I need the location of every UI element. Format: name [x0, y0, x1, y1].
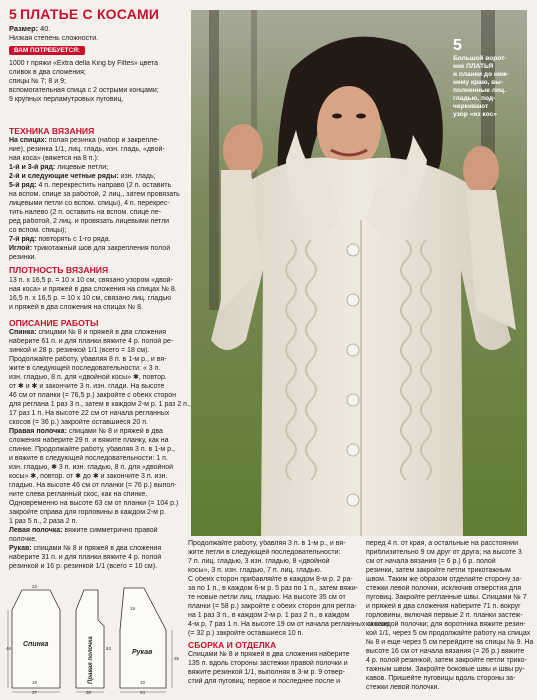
caption-line: узор «из кос» — [453, 111, 497, 118]
right_col-line: горловины, включая первые 2 п. планки застеж- — [366, 612, 523, 619]
right_col-line: 4 р. полой резинкой, затем закройте петли трико- — [366, 657, 527, 664]
work-line: спинке. Продолжайте работу, убавляя 3 п. в 1-м р., — [9, 446, 175, 453]
right_col-line: перед 4 п. от края, а остальные на расстоянии — [366, 540, 518, 547]
right_col-line: приблизительно 9 см друг от друга; на высоте 3 — [366, 549, 522, 556]
dim-label: 46 — [6, 646, 12, 651]
mid_col-line: планки (= 58 р.) закройте с обеих сторон для регла- — [188, 603, 357, 610]
work-line: от ✱ и ✱ и закончите 3 п. изн. глади. На высоте — [9, 383, 165, 390]
technique-line: 2-й и следующие четные ряды: изн. гладь; — [9, 173, 156, 180]
sub-label: 1-й и 3-й ряд: — [9, 164, 56, 171]
sub-label: Иглой: — [9, 245, 33, 252]
caption-line: гладью, под- — [453, 95, 496, 102]
caption-line: полненные лиц. — [453, 87, 506, 94]
page-title — [9, 6, 159, 22]
dim-label: 35 — [174, 656, 180, 661]
work-line: изн. гладью, 8 п. для «двойной косы» ✱, повтор. — [9, 374, 167, 381]
technique-line: На спицах: полая резинка (набор и закрепле- — [9, 137, 160, 144]
right_col-line: швом. Таким же образом отделайте сторону за- — [366, 576, 522, 583]
gauge-line: и пряжей в два сложения на спицах № 8. — [9, 304, 144, 311]
assembly-line: 135 п. вдоль стороны застежки правой полочки и — [188, 660, 348, 667]
mid_col-line: косы», 3 п. изн. гладью, 7 п. лиц. гладью. — [188, 567, 322, 574]
work-line: наберите 61 п. и для планки вяжите 4 р. полой ре- — [9, 338, 174, 345]
work-line: сложения наберите 29 п. и вяжите планку, как на — [9, 437, 169, 444]
gauge-line: ная коса» и пряжей в два сложения на спицах № 8. — [9, 286, 177, 293]
material-line: спицы № 7; 8 и 9; — [9, 78, 66, 85]
work-line: гладью. На высоте 46 см от планки (= 76 р.) выпол- — [9, 482, 177, 489]
material-line: 1000 г пряжи «Extra della King by Filtes» цвета — [9, 60, 159, 67]
caption-line: черкивают — [453, 103, 489, 110]
back-piece — [12, 590, 60, 688]
schematic-drawing — [6, 580, 186, 695]
model-photo — [191, 10, 527, 536]
photo-caption — [453, 38, 527, 119]
technique-line: лицевыми петли со вспом. спицы), 4 п. перекрес- — [9, 200, 170, 207]
work-line: 1 раз 5 п., 2 раза 2 п. — [9, 518, 78, 525]
right_col-line: резинки, затем закройте петли трикотажным — [366, 567, 511, 574]
materials-badge: ВАМ ПОТРЕБУЕТСЯ: — [9, 46, 85, 55]
gauge-heading: ПЛОТНОСТЬ ВЯЗАНИЯ — [9, 265, 109, 275]
technique-line: Иглой: трикотажный шов для закрепления полой — [9, 245, 171, 252]
work-line: жите в следующей последовательности: « 3 п. — [9, 365, 161, 372]
difficulty: Низкая степень сложности. — [9, 35, 99, 42]
right_col-line: и пряжей в два сложения наберите 71 п. вокруг — [366, 603, 521, 610]
dim-label: 38 — [86, 690, 92, 695]
dim-label: 18 — [32, 680, 38, 685]
mid_col-line: 7 п. лиц. гладью, 3 изн. гладью, 8 «двойной — [188, 558, 330, 565]
work-line: наберите 31 п. и для планки вяжите 4 р. полой — [9, 554, 162, 561]
work-heading: ОПИСАНИЕ РАБОТЫ — [9, 318, 99, 328]
work-line: 46 см от планки (= 76,5 р.) закройте с обеих сторон — [9, 392, 176, 399]
work-line: скосов (= 36 р.) закройте оставшиеся 20 п. — [9, 419, 148, 426]
size-line: Размер: 40. — [9, 25, 51, 33]
technique-line: 1-й и 3-й ряд: лицевые петли; — [9, 164, 109, 171]
assembly-line: Спицами № 8 и пряжей в два сложения наберите — [188, 651, 350, 658]
mid_col-line: жите петли в следующей последовательности: — [188, 549, 341, 556]
material-line: вспомогательная спица с 2 острыми концами; — [9, 87, 159, 94]
front-label: Правая полочка — [88, 636, 94, 684]
assembly-line: стий для пуговиц: первое и последнее после и — [188, 678, 340, 685]
pattern-title: ПЛАТЬЕ С КОСАМИ — [20, 6, 160, 22]
dim-label: 22 — [32, 584, 38, 589]
right_col-line: кавов. Пришейте пуговицы вдоль стороны за- — [366, 675, 516, 682]
mid_col-line: за по 1 п., в каждом 6-м р. 5 раз по 1 п., затем вяжи- — [188, 585, 358, 592]
pattern-number: 5 — [9, 6, 17, 22]
sub-label: Правая полочка: — [9, 428, 67, 435]
work-line: полочке. — [9, 536, 38, 543]
work-line: косы» ✱, повтор. от ✱ до ✱ и закончите 3 п. изн. — [9, 473, 168, 480]
assembly-heading: СБОРКА И ОТДЕЛКА — [188, 640, 277, 650]
dim-label: 19 — [130, 606, 136, 611]
sub-label: На спицах: — [9, 137, 47, 144]
right_col-line: пуговиц. Закройте регланные швы. Спицами № 7 — [366, 594, 527, 601]
work-line: Левая полочка: вяжите симметрично правой — [9, 527, 158, 534]
dim-label: 24 — [140, 690, 146, 695]
caption-line: и планки до ниж- — [453, 71, 509, 78]
sub-label: 5-й ряд: — [9, 182, 37, 189]
work-line: зинкой и 28 р. резинкой 1/1 (всего = 18 см). — [9, 347, 150, 354]
technique-line: резинки. — [9, 254, 37, 261]
technique-line: 7-й ряд: повторять с 1-го ряда. — [9, 236, 111, 243]
sub-label: Левая полочка: — [9, 527, 63, 534]
mid_col-line: С обеих сторон прибавляйте в каждом 8-м р. 2 ра- — [188, 576, 353, 583]
dim-label: 37 — [32, 690, 38, 695]
right_col-line: кой 1/1, через 5 см продолжайте работу на спицах — [366, 630, 531, 637]
right_col-line: стежки левой полочки, исключив отверстия для — [366, 585, 521, 592]
sub-label: 7-й ряд: — [9, 236, 37, 243]
material-line: сливок в два сложения; — [9, 69, 86, 76]
technique-line: 5-й ряд: 4 п. перекрестить направо (2 п. оставить — [9, 182, 172, 189]
work-line: для реглана 1 раз 3 п., затем в каждом 2-м р. 1 раз 2 п., — [9, 401, 191, 408]
right_col-line: ки каждой полочки; для воротника вяжите резин- — [366, 621, 526, 628]
gauge-line: 13 п. х 16,5 р. = 10 х 10 см, связано узором «двой- — [9, 277, 173, 284]
mid_col-line: 4-м р. 7 раз 1 п. На высоте 19 см от начала регланных скосов — [188, 621, 389, 628]
dim-label: 63 — [106, 646, 112, 651]
work-line: ните слева регланный скос, как на спинке. — [9, 491, 148, 498]
work-line: изн. гладью, ✱ 3 п. изн. гладью, 8 п. для «двойной — [9, 464, 174, 471]
right_col-line: № 8 и еще через 5 см перейдите на спицы № 9. На — [366, 639, 534, 646]
pattern-schematic — [6, 580, 186, 695]
sub-label: 2-й и следующие четные ряды: — [9, 173, 119, 180]
caption-number: 5 — [453, 37, 462, 54]
work-line: Одновременно на высоте 63 см от планки (= 104 р.) — [9, 500, 179, 507]
sub-label: Рукав: — [9, 545, 32, 552]
technique-line: на вспом. спице за работой, 2 лиц., затем провязать — [9, 191, 180, 198]
work-line: закройте справа для горловины в каждом 2-м р. — [9, 509, 166, 516]
work-line: Спинка: спицами № 8 и пряжей в два сложения — [9, 329, 167, 336]
work-line: Рукав: спицами № 8 и пряжей в два сложения — [9, 545, 162, 552]
gauge-line: 16,5 п. х 16,5 р. = 10 х 10 см, связано лиц. гладью — [9, 295, 172, 302]
mid_col-line: (= 32 р.) закройте оставшиеся 10 п. — [188, 630, 304, 637]
material-line: 9 крупных перламутровых пуговиц. — [9, 96, 124, 103]
technique-line: со вспом. спицы); — [9, 227, 67, 234]
mid_col-line: те новые петли лиц. гладью. На высоте 35 см от — [188, 594, 346, 601]
right_col-line: стежки левой полочки. — [366, 684, 440, 691]
dim-label: 10 — [140, 680, 146, 685]
work-line: 17 раз 1 п. На высоте 22 см от начала регланных — [9, 410, 170, 417]
work-line: Продолжайте работу, убавляя 8 п. в 1-м р., и вя- — [9, 356, 167, 363]
work-line: резинкой и 16 р. резинкой 1/1 (всего = 10 см). — [9, 563, 158, 570]
mid_col-line: Продолжайте работу, убавляя 3 п. в 1-м р., и вя- — [188, 540, 346, 547]
right_col-line: см от начала вязания (= 6 р.) 6 р. полой — [366, 558, 496, 565]
sleeve-label: Рукав — [132, 649, 153, 656]
assembly-line: вяжите резинкой 1/1, выполняя в 3-м р. 9 отвер- — [188, 669, 345, 676]
work-line: и вяжите в следующей последовательности: 1 п. — [9, 455, 168, 462]
technique-line: ная коса» (вяжется на 8 п.): — [9, 155, 99, 162]
right_col-line: высоте 16 см от начала вязания (= 26 р.) вяжите — [366, 648, 525, 655]
sub-label: Спинка: — [9, 329, 37, 336]
caption-line: Большой ворот- — [453, 55, 507, 62]
technique-line: ред работой, 2 лиц. и провязать лицевыми петли — [9, 218, 170, 225]
technique-line: ние), резинка 1/1, лиц. гладь, изн. гладь, «двой- — [9, 146, 165, 153]
mid_col-line: на 1 раз 3 п., в каждом 2-м р. 1 раз 2 п., в каждом — [188, 612, 350, 619]
caption-line: нему краю, вы- — [453, 79, 504, 86]
work-line: Правая полочка: спицами № 8 и пряжей в два — [9, 428, 163, 435]
technique-heading: ТЕХНИКА ВЯЗАНИЯ — [9, 126, 95, 136]
sleeve-piece — [120, 588, 166, 688]
technique-line: тить налево (2 п. оставить на вспом. спице пе- — [9, 209, 162, 216]
right_col-line: тажным швом. Закройте боковые швы и швы ру- — [366, 666, 525, 673]
back-label: Спинка — [23, 641, 49, 648]
caption-line: ник ПЛАТЬЯ — [453, 63, 494, 70]
